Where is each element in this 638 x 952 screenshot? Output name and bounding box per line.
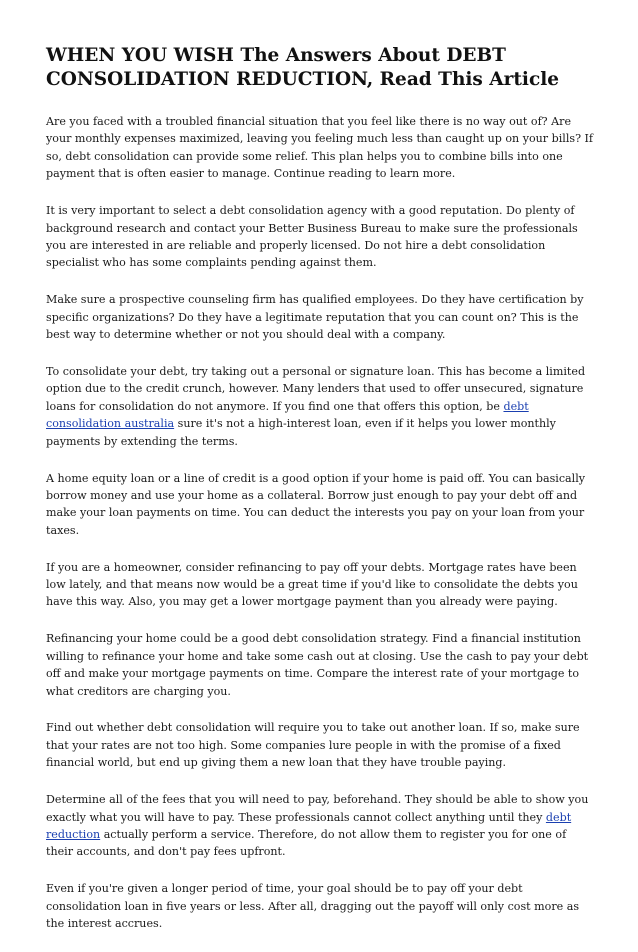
- paragraph-10: Even if you're given a longer period of time, your goal should be to pay off your debt consolidation loan in five years or less. After all, dragging out the payoff will only cost more as the interest accrues.: [46, 882, 580, 931]
- article-title: WHEN YOU WISH The Answers About DEBT CONSOLIDATION REDUCTION, Read This Article: [46, 45, 560, 90]
- paragraph-4-before: To consolidate your debt, try taking out a personal or signature loan. This has become a limited option due to the credit crunch, however. Many lenders that used to offer unsecured, signature loans for consolidation do not anymore. If you find one that offers this option, be: [46, 364, 586, 413]
- debt-consolidation-australia-link[interactable]: debt consolidation australia: [46, 399, 529, 431]
- paragraph-6: If you are a homeowner, consider refinancing to pay off your debts. Mortgage rates have been low lately, and that means now would be a great time if you'd like to consolidate the debts you have this way. Also, you may get a lower mortgage payment than you already were paying.: [46, 560, 578, 609]
- paragraph-9-after: actually perform a service. Therefore, do not allow them to register you for one of their accounts, and don't pay fees upfront.: [46, 828, 567, 859]
- paragraph-1: Are you faced with a troubled financial situation that you feel like there is no way out of? Are your monthly expenses maximized, leaving you feeling much less than caught up on your bills? If so, debt consolidation can provide some relief. This plan helps you to combine bills into one payment that is often easier to manage. Continue reading to learn more.: [46, 115, 594, 181]
- debt-reduction-link[interactable]: debt reduction: [46, 810, 572, 841]
- paragraph-8: Find out whether debt consolidation will require you to take out another loan. If so, make sure that your rates are not too high. Some companies lure people in with the promise of a fixed financial world, but end up giving them a new loan that they have trouble paying.: [46, 721, 580, 770]
- paragraph-5: A home equity loan or a line of credit is a good option if your home is paid off. You can basically borrow money and use your home as a collateral. Borrow just enough to pay your debt off and make your loan payments on time. You can deduct the interests you pay on your loan from your taxes.: [46, 471, 586, 537]
- paragraph-9-before: Determine all of the fees that you will need to pay, beforehand. They should be able to show you exactly what you will have to pay. These professionals cannot collect anything until they: [46, 793, 589, 824]
- paragraph-7: Refinancing your home could be a good debt consolidation strategy. Find a financial institution willing to refinance your home and take some cash out at closing. Use the cash to pay your debt off and make your mortgage payments on time. Compare the interest rate of your mortgage to what creditors are charging you.: [46, 632, 589, 698]
- document-page: [46, 44, 594, 952]
- paragraph-9: [46, 791, 594, 861]
- paragraph-4: [46, 363, 594, 450]
- paragraph-3: Make sure a prospective counseling firm has qualified employees. Do they have certification by specific organizations? Do they have a legitimate reputation that you can count on? This is the best way to determine whether or not you should deal with a company.: [46, 293, 584, 342]
- paragraph-2: It is very important to select a debt consolidation agency with a good reputation. Do plenty of background research and contact your Better Business Bureau to make sure the professionals you are interested in are reliable and properly licensed. Do not hire a debt consolidation specialist who has some complaints pending against them.: [46, 204, 578, 270]
- paragraph-4-after: sure it's not a high-interest loan, even if it helps you lower monthly payments by extending the terms.: [46, 417, 556, 448]
